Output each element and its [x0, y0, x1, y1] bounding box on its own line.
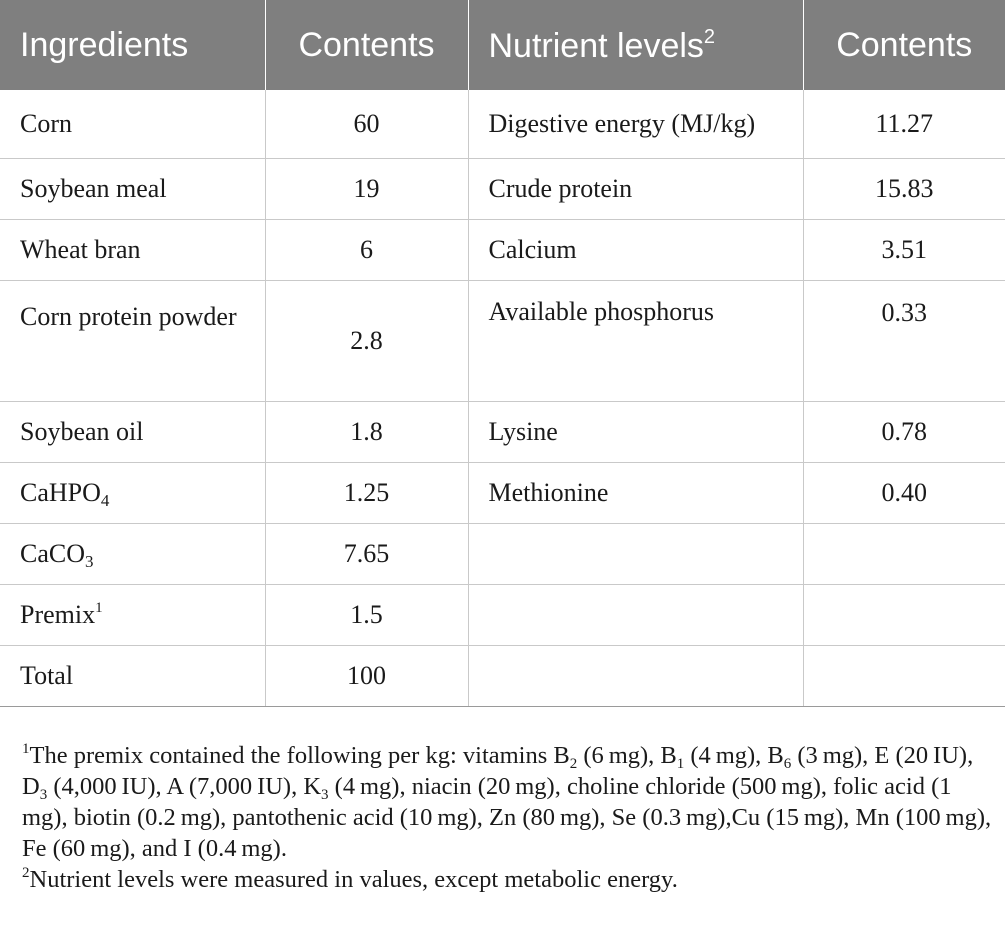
- footnote-text: Nutrient levels were measured in values, except metabolic energy.: [29, 866, 678, 893]
- ingredient-formula-base: CaCO: [20, 539, 85, 568]
- amount-cell: 1.8: [265, 402, 468, 463]
- ingredient-cell: [0, 524, 265, 585]
- amount-cell: 2.8: [265, 281, 468, 402]
- nutrient-cell: Calcium: [468, 220, 803, 281]
- nutrient-cell: Methionine: [468, 463, 803, 524]
- nutrient-cell: [468, 646, 803, 707]
- value-cell: 15.83: [803, 159, 1005, 220]
- footnote-nutrient-levels: [22, 864, 997, 895]
- amount-cell: 1.25: [265, 463, 468, 524]
- amount-cell: 100: [265, 646, 468, 707]
- table-row: [0, 524, 1005, 585]
- footnote-text: (6 mg), B: [577, 742, 677, 769]
- footnote-text: (4,000 IU), A (7,000 IU), K: [47, 773, 322, 800]
- table-row: [0, 281, 1005, 402]
- table-row: [0, 463, 1005, 524]
- table-body: [0, 90, 1005, 707]
- ingredient-footnote-marker: 1: [95, 600, 103, 616]
- nutrient-cell: Available phosphorus: [468, 281, 803, 402]
- footnote-subscript: 1: [676, 756, 685, 772]
- amount-cell: 1.5: [265, 585, 468, 646]
- header-nutrient-levels-label: Nutrient levels: [488, 27, 704, 65]
- header-contents-1: [265, 0, 468, 90]
- amount-cell: 19: [265, 159, 468, 220]
- ingredient-formula-subscript: 4: [100, 491, 110, 510]
- footnote-premix: [22, 740, 997, 864]
- value-cell: 11.27: [803, 90, 1005, 159]
- table-row: [0, 646, 1005, 707]
- nutrient-cell: [468, 524, 803, 585]
- ingredient-cell: Corn protein powder: [0, 281, 265, 402]
- ingredient-formula-base: CaHPO: [20, 478, 101, 507]
- footnote-marker: 1: [22, 741, 30, 757]
- table-row: [0, 585, 1005, 646]
- table-row: [0, 90, 1005, 159]
- footnote-marker: 2: [22, 865, 30, 881]
- amount-cell: 60: [265, 90, 468, 159]
- ingredient-label: Premix: [20, 600, 96, 629]
- ingredient-cell: Soybean oil: [0, 402, 265, 463]
- ingredient-formula-subscript: 3: [85, 552, 94, 571]
- nutrient-cell: Digestive energy (MJ/kg): [468, 90, 803, 159]
- value-cell: [803, 646, 1005, 707]
- value-cell: 0.33: [803, 281, 1005, 402]
- table-row: [0, 159, 1005, 220]
- value-cell: [803, 524, 1005, 585]
- header-contents-2: [803, 0, 1005, 90]
- header-ingredients-label: Ingredients: [20, 26, 189, 64]
- nutrient-cell: [468, 585, 803, 646]
- table-row: [0, 402, 1005, 463]
- ingredient-cell: Total: [0, 646, 265, 707]
- header-contents-2-label: Contents: [836, 26, 973, 64]
- footnote-subscript: 6: [783, 756, 792, 772]
- table-header: [0, 0, 1005, 90]
- footnote-text: (4 mg), niacin (20 mg), choline chloride (500 mg), folic acid (1 mg), biotin (0.2 mg), pantothenic acid (10 mg), Zn (80 mg), Se (0.3 mg),Cu (15 mg), Mn (100 mg), Fe (60 mg), and I (0.4 mg).: [22, 773, 992, 862]
- footnote-text: (4 mg), B: [684, 742, 784, 769]
- footnote-subscript: 3: [321, 787, 329, 803]
- header-ingredients: [0, 0, 265, 90]
- ingredient-cell: [0, 585, 265, 646]
- header-row: [0, 0, 1005, 90]
- footnote-subscript: 3: [39, 787, 48, 803]
- table-footnotes: [22, 740, 997, 895]
- nutrient-cell: Crude protein: [468, 159, 803, 220]
- value-cell: [803, 585, 1005, 646]
- amount-cell: 7.65: [265, 524, 468, 585]
- ingredient-cell: Soybean meal: [0, 159, 265, 220]
- value-cell: 0.78: [803, 402, 1005, 463]
- ingredient-cell: [0, 463, 265, 524]
- value-cell: 0.40: [803, 463, 1005, 524]
- header-nutrient-levels: [468, 0, 803, 90]
- header-footnote-marker: 2: [703, 26, 716, 48]
- footnote-text: The premix contained the following per kg: vitamins B: [29, 742, 570, 769]
- footnote-text: (3 mg), E (20 IU), D: [22, 742, 974, 800]
- header-contents-1-label: Contents: [298, 26, 435, 64]
- footnote-subscript: 2: [569, 756, 578, 772]
- ingredient-cell: Corn: [0, 90, 265, 159]
- nutrient-cell: Lysine: [468, 402, 803, 463]
- ingredient-cell: Wheat bran: [0, 220, 265, 281]
- amount-cell: 6: [265, 220, 468, 281]
- value-cell: 3.51: [803, 220, 1005, 281]
- table-row: [0, 220, 1005, 281]
